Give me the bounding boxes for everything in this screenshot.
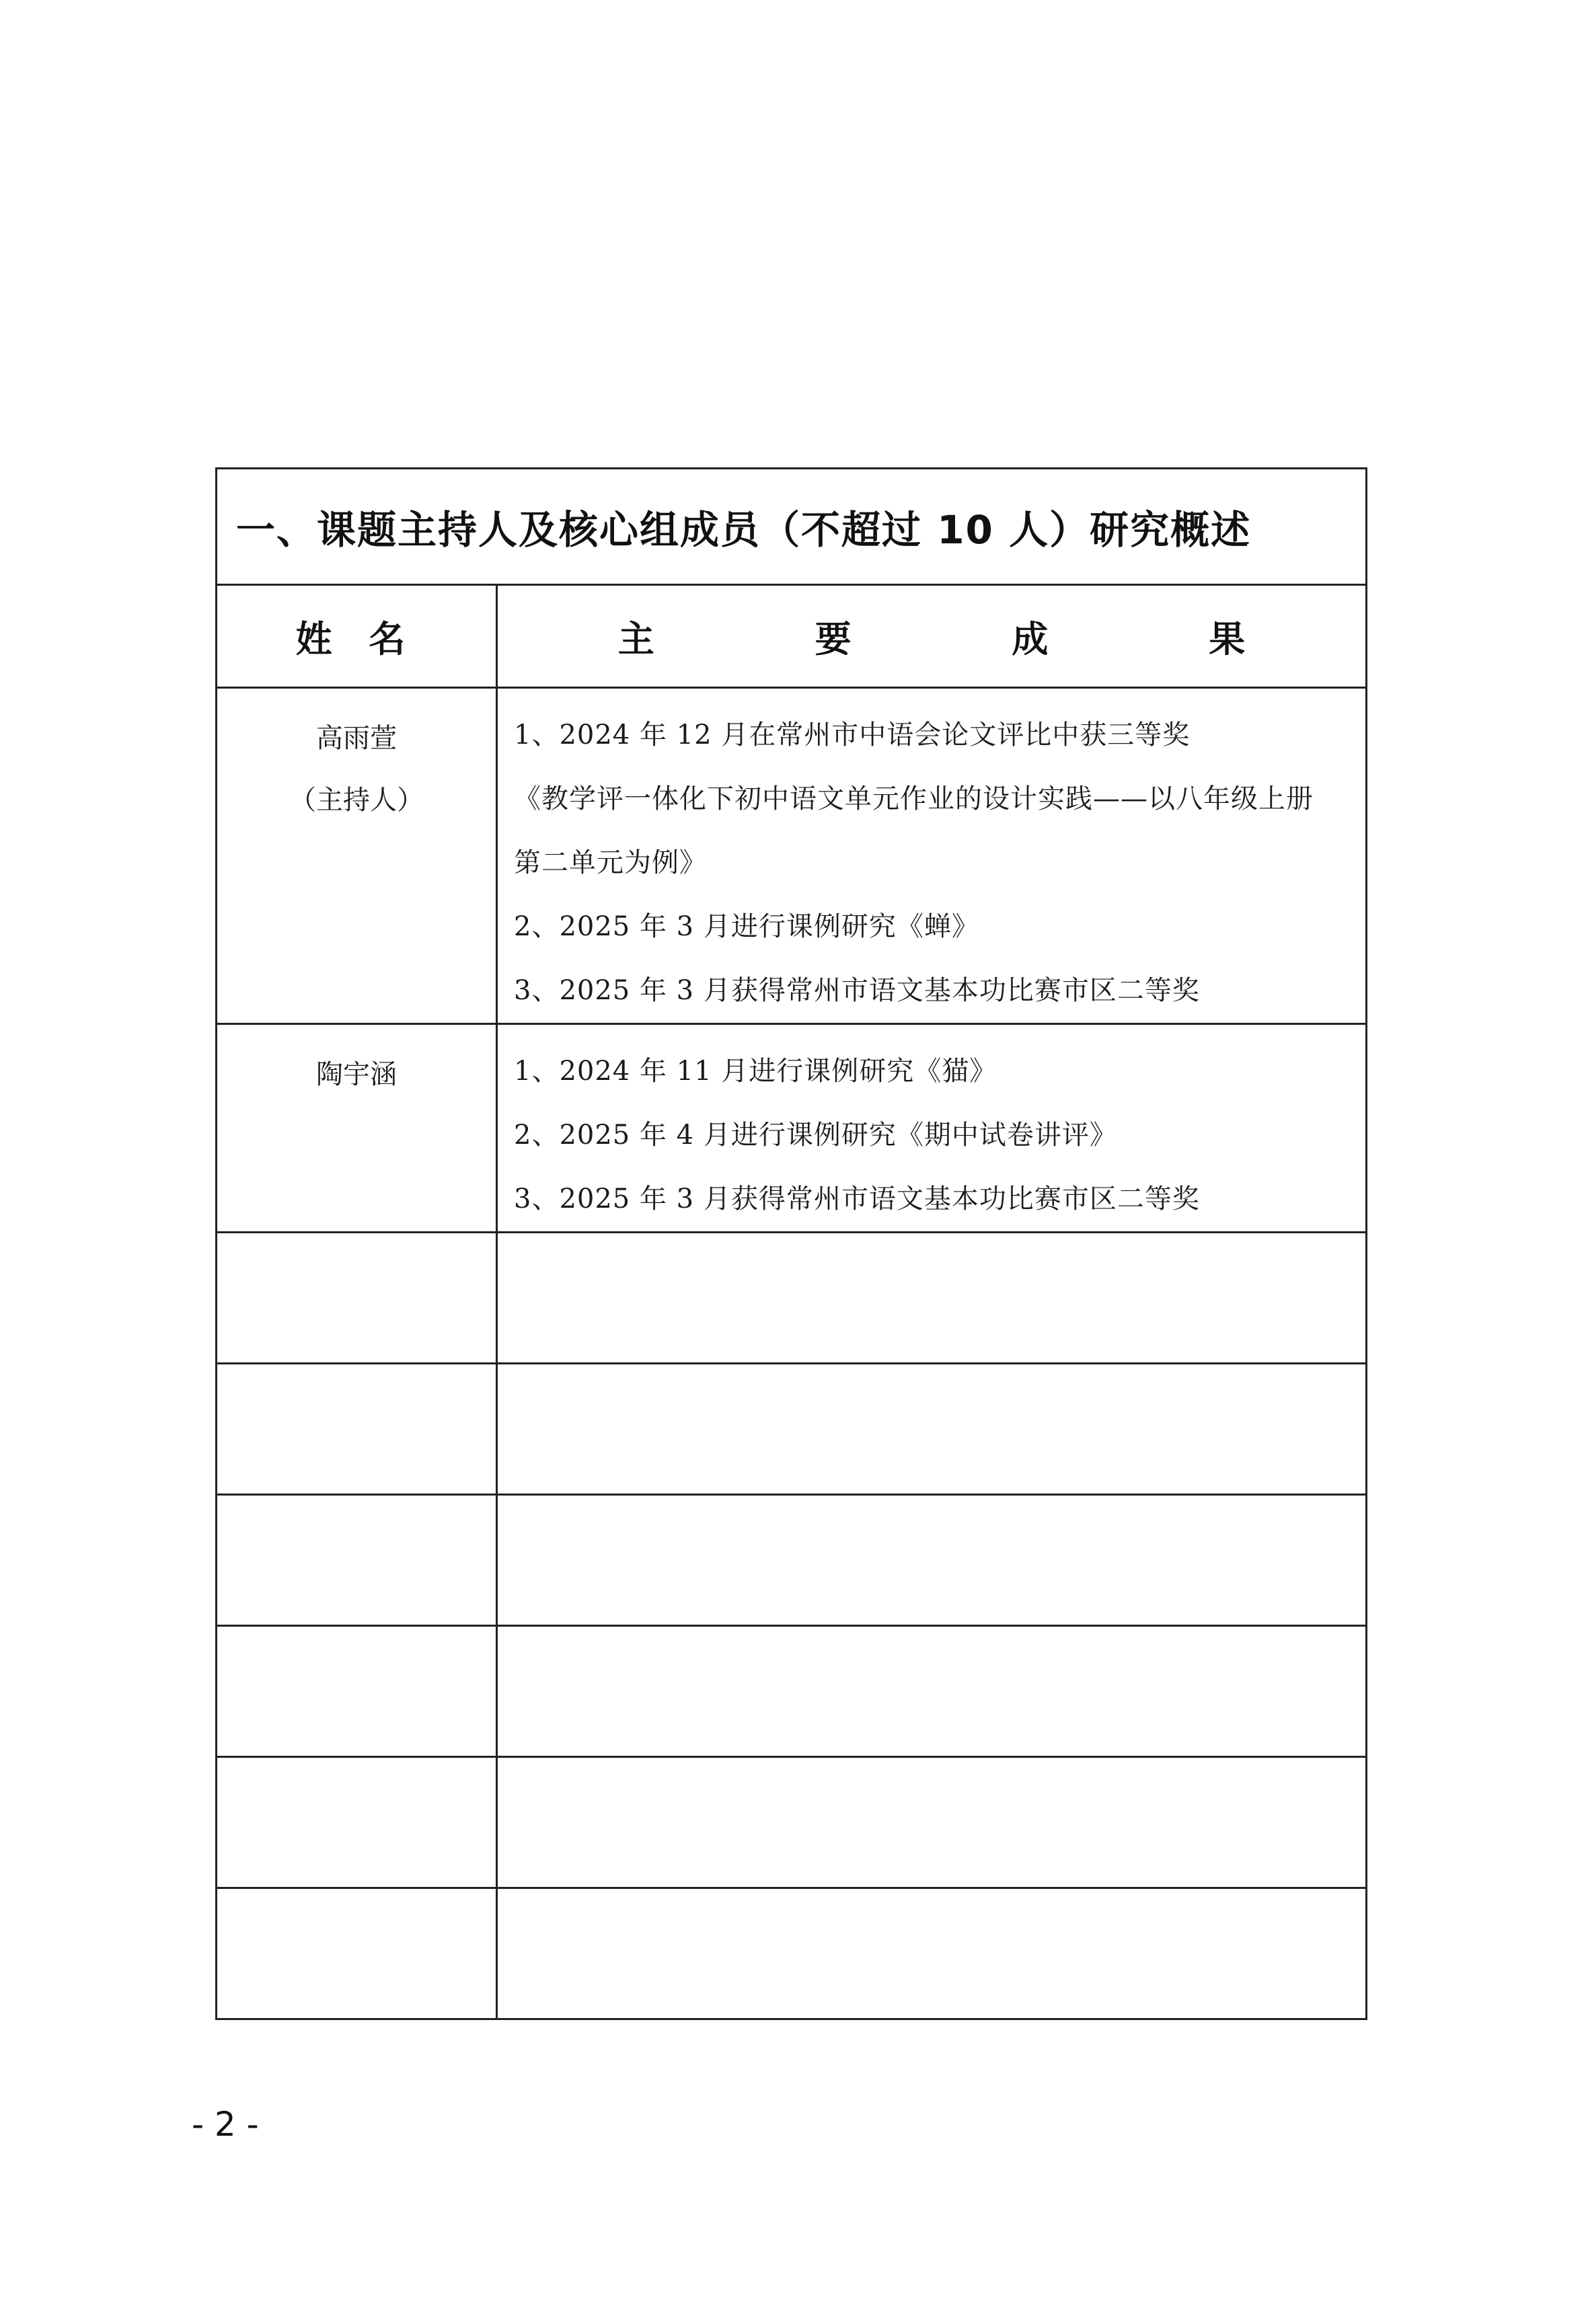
member-role: （主持人） <box>289 785 424 816</box>
table-header-row <box>217 585 1367 688</box>
empty-row <box>217 1364 1367 1495</box>
member-results-cell <box>497 1024 1367 1233</box>
empty-row <box>217 1233 1367 1364</box>
member-research-table <box>215 467 1367 2020</box>
result-line: 2、2025 年 4 月进行课例研究《期中试卷讲评》 <box>514 1120 1117 1151</box>
empty-name-cell <box>217 1233 497 1364</box>
empty-results-cell <box>497 1233 1367 1364</box>
empty-name-cell <box>217 1364 497 1495</box>
page-number: - 2 - <box>192 2105 259 2144</box>
result-line: 3、2025 年 3 月获得常州市语文基本功比赛市区二等奖 <box>514 1184 1200 1214</box>
column-header-name: 姓 名 <box>217 585 497 688</box>
table-row <box>217 688 1367 1024</box>
member-name-cell <box>217 688 497 1024</box>
empty-row <box>217 1495 1367 1626</box>
empty-name-cell <box>217 1495 497 1626</box>
member-results-cell <box>497 688 1367 1024</box>
table-row <box>217 1024 1367 1233</box>
result-line: 1、2024 年 11 月进行课例研究《猫》 <box>514 1056 997 1087</box>
result-line: 3、2025 年 3 月获得常州市语文基本功比赛市区二等奖 <box>514 975 1200 1006</box>
empty-row <box>217 1626 1367 1757</box>
result-line: 2、2025 年 3 月进行课例研究《蝉》 <box>514 911 979 942</box>
empty-results-cell <box>497 1364 1367 1495</box>
empty-name-cell <box>217 1757 497 1888</box>
empty-results-cell <box>497 1888 1367 2019</box>
result-line: 第二单元为例》 <box>514 847 707 878</box>
member-name: 陶宇涵 <box>316 1059 397 1090</box>
section-title: 一、课题主持人及核心组成员（不超过 10 人）研究概述 <box>217 469 1367 585</box>
column-header-results: 主 要 成 果 <box>497 585 1367 688</box>
member-name-cell <box>217 1024 497 1233</box>
empty-row <box>217 1757 1367 1888</box>
empty-name-cell <box>217 1888 497 2019</box>
empty-name-cell <box>217 1626 497 1757</box>
empty-results-cell <box>497 1626 1367 1757</box>
result-line: 《教学评一体化下初中语文单元作业的设计实践——以八年级上册 <box>514 783 1314 814</box>
empty-results-cell <box>497 1757 1367 1888</box>
member-name: 高雨萱 <box>316 723 397 754</box>
empty-results-cell <box>497 1495 1367 1626</box>
result-line: 1、2024 年 12 月在常州市中语会论文评比中获三等奖 <box>514 720 1191 750</box>
empty-row <box>217 1888 1367 2019</box>
